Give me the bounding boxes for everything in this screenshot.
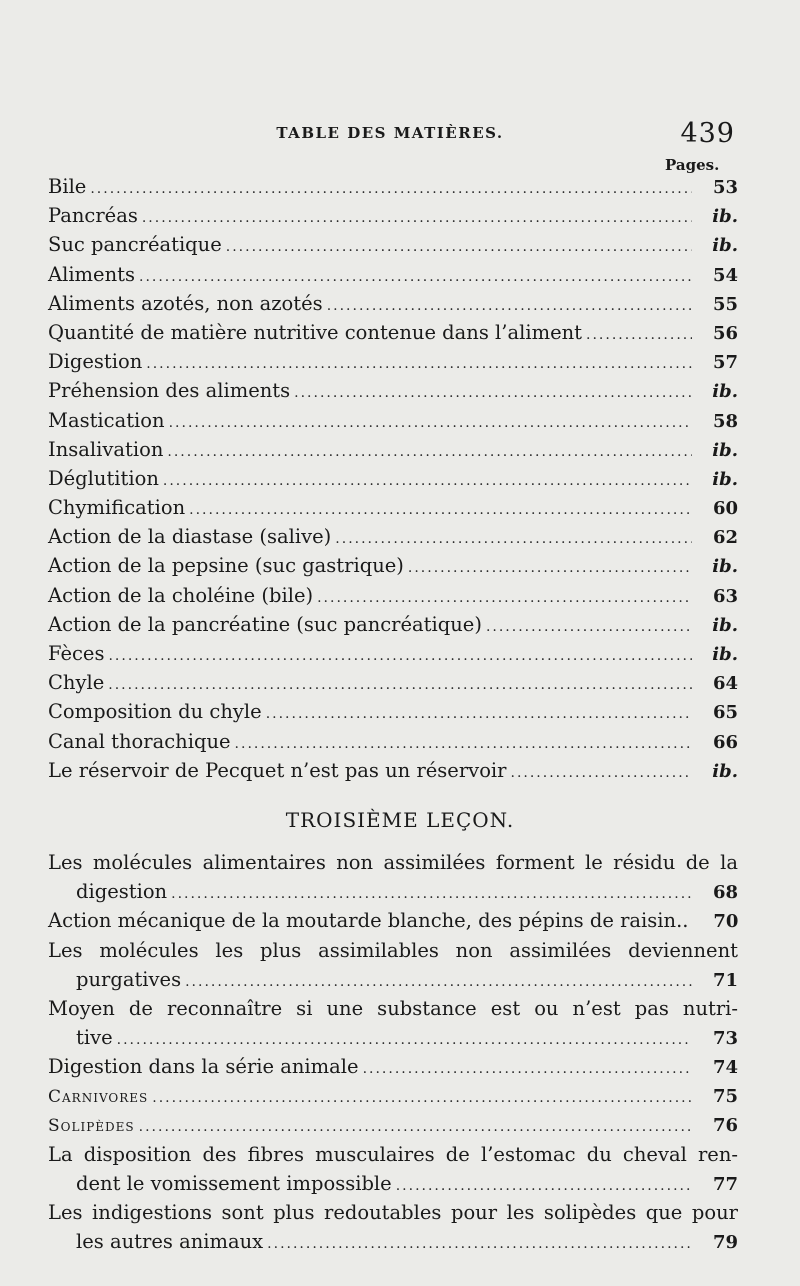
entry-title: Le réservoir de Pecquet n’est pas un réservoir (48, 758, 507, 782)
dot-leader (363, 1055, 692, 1084)
dot-leader (235, 730, 692, 759)
section-toc-entry (48, 1111, 738, 1140)
entry-page: 77 (712, 1174, 738, 1196)
entry-page: 75 (712, 1085, 738, 1107)
entry-page: 70 (713, 911, 739, 933)
toc-entry-line (48, 406, 738, 435)
dot-leader (185, 968, 692, 997)
dot-leader (139, 1113, 692, 1142)
dot-leader (189, 496, 692, 525)
toc-entry (48, 376, 738, 405)
toc-entry-line (48, 464, 738, 493)
entry-title: Aliments (48, 262, 135, 286)
entry-title-line1: Les indigestions sont plus redoutables pour les solipèdes que pour (48, 1201, 738, 1225)
section-toc-entry (48, 994, 738, 1052)
entry-title: Digestion dans la série animale (48, 1055, 359, 1079)
entry-title: Aliments azotés, non azotés (48, 291, 323, 315)
toc-entry-line (48, 756, 738, 785)
toc-entry (48, 406, 738, 435)
entry-title: Action de la pepsine (suc gastrique) (48, 554, 404, 578)
dot-leader (117, 1026, 692, 1055)
toc-entry-line (48, 289, 738, 318)
dot-leader (108, 642, 692, 671)
entry-page: 60 (712, 498, 738, 520)
dot-leader (266, 700, 692, 729)
entry-page: 64 (712, 673, 738, 695)
entry-page: 58 (712, 410, 738, 432)
toc-entry (48, 727, 738, 756)
section-table-of-contents (48, 848, 738, 1257)
entry-title-continuation (48, 1169, 738, 1198)
entry-title-line1: Moyen de reconnaître si une substance est ou n’est pas nutri- (48, 996, 738, 1020)
section-toc-entry (48, 848, 738, 906)
entry-title: Insalivation (48, 437, 164, 461)
section-toc-entry-line (48, 906, 738, 935)
entry-page: 54 (712, 264, 738, 286)
entry-page: 65 (712, 702, 738, 724)
toc-entry (48, 230, 738, 259)
dot-leader (167, 438, 692, 467)
toc-entry-line (48, 493, 738, 522)
entry-page: ib. (712, 381, 738, 403)
entry-title-line1: La disposition des fibres musculaires de l’estomac du cheval ren- (48, 1142, 738, 1166)
toc-entry-line (48, 435, 738, 464)
dot-leader (169, 409, 692, 438)
toc-entry-line (48, 727, 738, 756)
section-toc-entry-line (48, 1111, 738, 1140)
entry-title-line2: digestion (76, 880, 168, 904)
entry-title-line2: dent le vomissement impossible (76, 1172, 392, 1196)
entry-title: Digestion (48, 350, 143, 374)
entry-page: ib. (712, 760, 738, 782)
dot-leader (335, 525, 692, 554)
entry-title: Fèces (48, 642, 105, 665)
entry-title: Pancréas (48, 204, 138, 228)
entry-title: Action de la choléine (bile) (48, 583, 314, 607)
running-title: TABLE DES MATIÈRES. (276, 124, 504, 142)
entry-title-line2: tive (76, 1026, 113, 1050)
entry-page: 53 (712, 177, 738, 198)
entry-title-continuation (48, 1227, 738, 1256)
toc-entry (48, 610, 738, 639)
dot-leader (163, 467, 692, 496)
entry-title: Chymification (48, 496, 186, 520)
entry-page: 71 (712, 969, 738, 991)
dot-leader (142, 204, 692, 233)
entry-title-line2: les autres animaux (76, 1230, 264, 1254)
section-toc-entry (48, 936, 738, 994)
entry-page: ib. (712, 468, 738, 490)
dot-leader (317, 584, 692, 613)
entry-page: ib. (712, 235, 738, 257)
entry-page: 55 (712, 293, 738, 315)
dot-leader (226, 233, 692, 262)
entry-page: 56 (712, 322, 738, 344)
section-toc-entry (48, 1082, 738, 1111)
entry-title: Composition du chyle (48, 700, 262, 724)
toc-entry (48, 201, 738, 230)
entry-page: ib. (712, 614, 738, 636)
dot-leader (108, 671, 692, 700)
toc-entry (48, 697, 738, 726)
toc-entry-line (48, 230, 738, 259)
entry-title: Préhension des aliments (48, 379, 291, 403)
toc-entry-line (48, 668, 738, 697)
dot-leader (486, 613, 692, 642)
section-title: TROISIÈME LEÇON. (285, 808, 515, 832)
toc-entry-line (48, 318, 738, 347)
dot-leader (511, 759, 693, 788)
page-header (40, 118, 740, 148)
toc-entry (48, 522, 738, 551)
toc-entry (48, 639, 738, 668)
dot-leader (267, 1230, 692, 1259)
entry-title-continuation (48, 1023, 738, 1052)
entry-page: 57 (712, 352, 738, 374)
entry-page: 62 (712, 527, 738, 549)
entry-title: Solipèdes (48, 1115, 135, 1136)
dot-leader (396, 1172, 692, 1201)
entry-page: 68 (712, 882, 738, 904)
dot-leader (327, 292, 692, 321)
toc-entry (48, 347, 738, 376)
entry-page: 63 (712, 585, 738, 607)
entry-title: Bile (48, 175, 87, 198)
dot-leader (152, 1084, 692, 1113)
toc-entry (48, 172, 738, 201)
toc-entry (48, 289, 738, 318)
toc-entry-line (48, 551, 738, 580)
entry-title: Action mécanique de la moutarde blanche, des pépins de raisin.. (48, 909, 689, 933)
entry-title-continuation (48, 877, 738, 906)
toc-entry (48, 551, 738, 580)
section-toc-entry-line (48, 1082, 738, 1111)
section-toc-entry (48, 906, 738, 935)
entry-page: 76 (712, 1114, 738, 1136)
entry-page: 66 (712, 731, 738, 753)
toc-entry-line (48, 522, 738, 551)
entry-page: 79 (712, 1232, 738, 1254)
entry-page: ib. (712, 556, 738, 578)
entry-page: ib. (712, 644, 738, 665)
page-number: 439 (680, 118, 735, 149)
toc-entry-line (48, 347, 738, 376)
toc-entry (48, 493, 738, 522)
toc-entry-line (48, 376, 738, 405)
section-toc-entry (48, 1198, 738, 1256)
toc-entry (48, 318, 738, 347)
entry-title-line1: Les molécules les plus assimilables non assimilées deviennent (48, 938, 738, 962)
toc-entry-line (48, 639, 738, 668)
toc-entry (48, 464, 738, 493)
entry-page: 74 (712, 1057, 738, 1079)
dot-leader (171, 880, 692, 909)
dot-leader (139, 263, 692, 292)
section-toc-entry (48, 1140, 738, 1198)
dot-leader (146, 350, 692, 379)
entry-title: Mastication (48, 408, 165, 432)
entry-title: Action de la diastase (salive) (48, 525, 332, 549)
dot-leader (408, 554, 692, 583)
entry-title: Suc pancréatique (48, 233, 222, 257)
entry-title: Canal thorachique (48, 729, 231, 753)
toc-entry-line (48, 172, 738, 201)
toc-entry (48, 435, 738, 464)
entry-title: Carnivores (48, 1086, 149, 1107)
dot-leader (586, 321, 692, 350)
entry-title: Chyle (48, 671, 105, 695)
entry-title-continuation (48, 965, 738, 994)
section-toc-entry-line (48, 1052, 738, 1081)
toc-entry (48, 668, 738, 697)
entry-page: 73 (712, 1028, 738, 1050)
toc-entry (48, 756, 738, 785)
toc-entry-line (48, 610, 738, 639)
toc-entry (48, 581, 738, 610)
entry-title: Déglutition (48, 466, 159, 490)
entry-title: Quantité de matière nutritive contenue dans l’aliment (48, 320, 583, 344)
toc-entry-line (48, 581, 738, 610)
toc-entry-line (48, 697, 738, 726)
entry-title-line1: Les molécules alimentaires non assimilées forment le résidu de la (48, 851, 738, 874)
pages-column-label: Pages. (665, 156, 720, 174)
entry-title: Action de la pancréatine (suc pancréatique) (48, 612, 482, 636)
entry-page: ib. (712, 439, 738, 461)
entry-page: ib. (712, 206, 738, 228)
dot-leader (90, 175, 692, 204)
dot-leader (294, 379, 692, 408)
entry-title-line2: purgatives (76, 967, 182, 991)
section-toc-entry (48, 1052, 738, 1081)
toc-entry-line (48, 260, 738, 289)
toc-entry-line (48, 201, 738, 230)
toc-entry (48, 260, 738, 289)
table-of-contents (48, 172, 738, 785)
